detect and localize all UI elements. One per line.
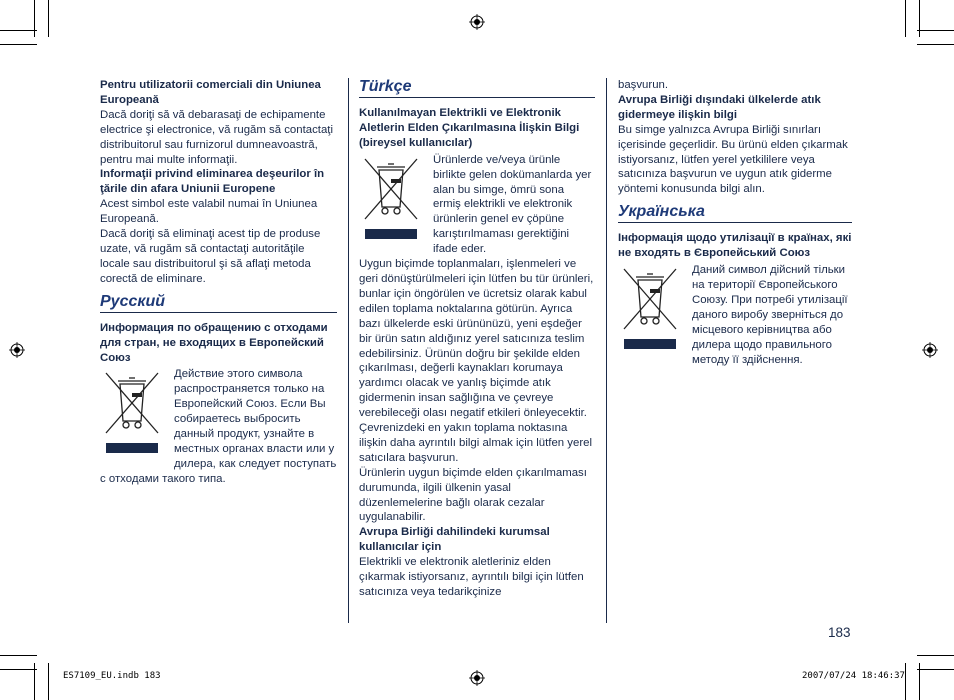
crop-mark: [48, 663, 49, 700]
column-1: [100, 78, 337, 487]
heading-ro-commercial: Pentru utilizatorii comerciali din Uniunea Europeană: [100, 79, 321, 106]
section-title-turkish: Türkçe: [359, 78, 595, 98]
crop-mark: [917, 655, 954, 656]
registration-mark-icon: [922, 342, 938, 358]
page-number: 183: [828, 625, 851, 640]
paragraph-tr-private-users-2: Uygun biçimde toplanmaları, işlenmeleri ve geri dönüştürülmeleri için lütfen bu tür ürünleri, bunlar için öngörülen ve ücretsiz olarak kabul edilen toplama noktalarına götürün. Ayrıca bazı ülkelerde eski ürününüzü, yeni eşdeğer bir ürün satın aldığınız yerel satıcınıza teslim edebilirsiniz. Ürünün doğru bir şekilde elden çıkarılması, değerli kaynakları korumaya yardımcı olacak ve yanlış biçimde atık gidermenin insan sağlığına ve çevreye verebileceği olası negatif etkileri önleyecektir. Çevrenizdeki en yakın toplama noktasına ilişkin daha ayrıntılı bilgi almak için lütfen yerel satıcılara başvurun.: [359, 258, 594, 464]
paragraph-tr-commercial-continued: başvurun.: [618, 79, 669, 91]
crop-mark: [905, 0, 906, 37]
crop-mark: [48, 0, 49, 37]
section-title-russian: Русский: [100, 293, 337, 313]
section-title-ukrainian: Українська: [618, 203, 852, 223]
column-divider: [348, 78, 349, 623]
column-2: [359, 78, 595, 600]
crop-mark: [34, 0, 35, 37]
heading-ro-outside-eu: Informaţii privind eliminarea deşeurilor în ţările din afara Uniunii Europene: [100, 168, 325, 196]
heading-ru-outside-eu: Информация по обращению с отходами для стран, не входящих в Европейский Союз: [100, 321, 328, 364]
crop-mark: [917, 44, 954, 45]
crop-mark: [0, 44, 37, 45]
paragraph-tr-private-users-3: Ürünlerin uygun biçimde elden çıkarılmaması durumunda, ilgili ülkenin yasal düzenlemelerine bağlı olarak cezalar uygulanabilir.: [359, 466, 587, 524]
registration-mark-icon: [469, 14, 485, 30]
heading-tr-private-users: Kullanılmayan Elektrikli ve Elektronik Aletlerin Elden Çıkarılmasına İlişkin Bilgi (bireysel kullanıcılar): [359, 107, 580, 149]
registration-mark-icon: [469, 670, 485, 686]
crop-mark: [0, 655, 37, 656]
crossed-out-wheelie-bin-icon: [359, 155, 425, 245]
registration-mark-icon: [9, 342, 25, 358]
column-3: [618, 78, 852, 367]
crop-mark: [919, 0, 920, 37]
crop-mark: [0, 30, 37, 31]
crop-mark: [34, 663, 35, 700]
slug-filename: ES7109_EU.indb 183: [63, 671, 161, 681]
paragraph-tr-private-users-1: Ürünlerde ve/veya ürünle birlikte gelen dokümanlarda yer alan bu simge, ömrü sona ermiş elektrikli ve elektronik ürünlerin genel ev çöpüne karıştırılmaması gerektiğini ifade eder.: [433, 153, 592, 256]
paragraph-ro-commercial: Dacă doriţi să vă debarasaţi de echipamente electrice şi electronice, vă rugăm să contactaţi distribuitorul sau furnizorul dumneavoastră, pentru mai multe informaţii.: [100, 108, 333, 166]
crop-mark: [0, 669, 37, 670]
paragraph-tr-outside-eu: Bu simge yalnızca Avrupa Birliği sınırları içerisinde geçerlidir. Bu ürünü elden çıkarmak istiyorsanız, lütfen yerel yetkililere veya satıcınıza başvurun ve uygun atık giderme yöntemi konusunda bilgi alın.: [618, 123, 848, 196]
paragraph-tr-commercial: Elektrikli ve elektronik aletleriniz elden çıkarmak istiyorsanız, ayrıntılı bilgi için lütfen satıcınıza veya tedarikçinize: [359, 556, 584, 598]
paragraph-uk-outside-eu: Даний символ дійсний тільки на території Європейського Союзу. При потребі утилізації даного виробу зверніться до місцевого керівництва або дилера щодо правильного методу її здійснення.: [692, 264, 848, 366]
crossed-out-wheelie-bin-icon: [100, 369, 166, 459]
crossed-out-wheelie-bin-icon: [618, 265, 684, 355]
crop-mark: [917, 669, 954, 670]
heading-tr-commercial: Avrupa Birliği dahilindeki kurumsal kullanıcılar için: [359, 526, 550, 554]
slug-timestamp: 2007/07/24 18:46:37: [802, 671, 905, 681]
crop-mark: [905, 663, 906, 700]
paragraph-ro-outside-eu-1: Acest simbol este valabil numai în Uniunea Europeană.: [100, 198, 318, 226]
crop-mark: [919, 663, 920, 700]
heading-uk-outside-eu: Інформація щодо утилізації в країнах, які не входять в Європейський Союз: [618, 232, 852, 260]
column-divider: [606, 78, 607, 623]
paragraph-ro-outside-eu-2: Dacă doriţi să eliminaţi acest tip de produse uzate, vă rugăm să contactaţi autorităţile locale sau distribuitorul şi să aflaţi metoda corectă de eliminare.: [100, 228, 321, 285]
paragraph-ru-outside-eu: Действие этого символа распространяется только на Европейский Союз. Если Вы собираетесь выбросить данный продукт, узнайте в местных органах власти или у дилера, как следует поступать с отходами такого типа.: [100, 368, 337, 485]
crop-mark: [917, 30, 954, 31]
heading-tr-outside-eu: Avrupa Birliği dışındaki ülkelerde atık gidermeye ilişkin bilgi: [618, 93, 821, 121]
